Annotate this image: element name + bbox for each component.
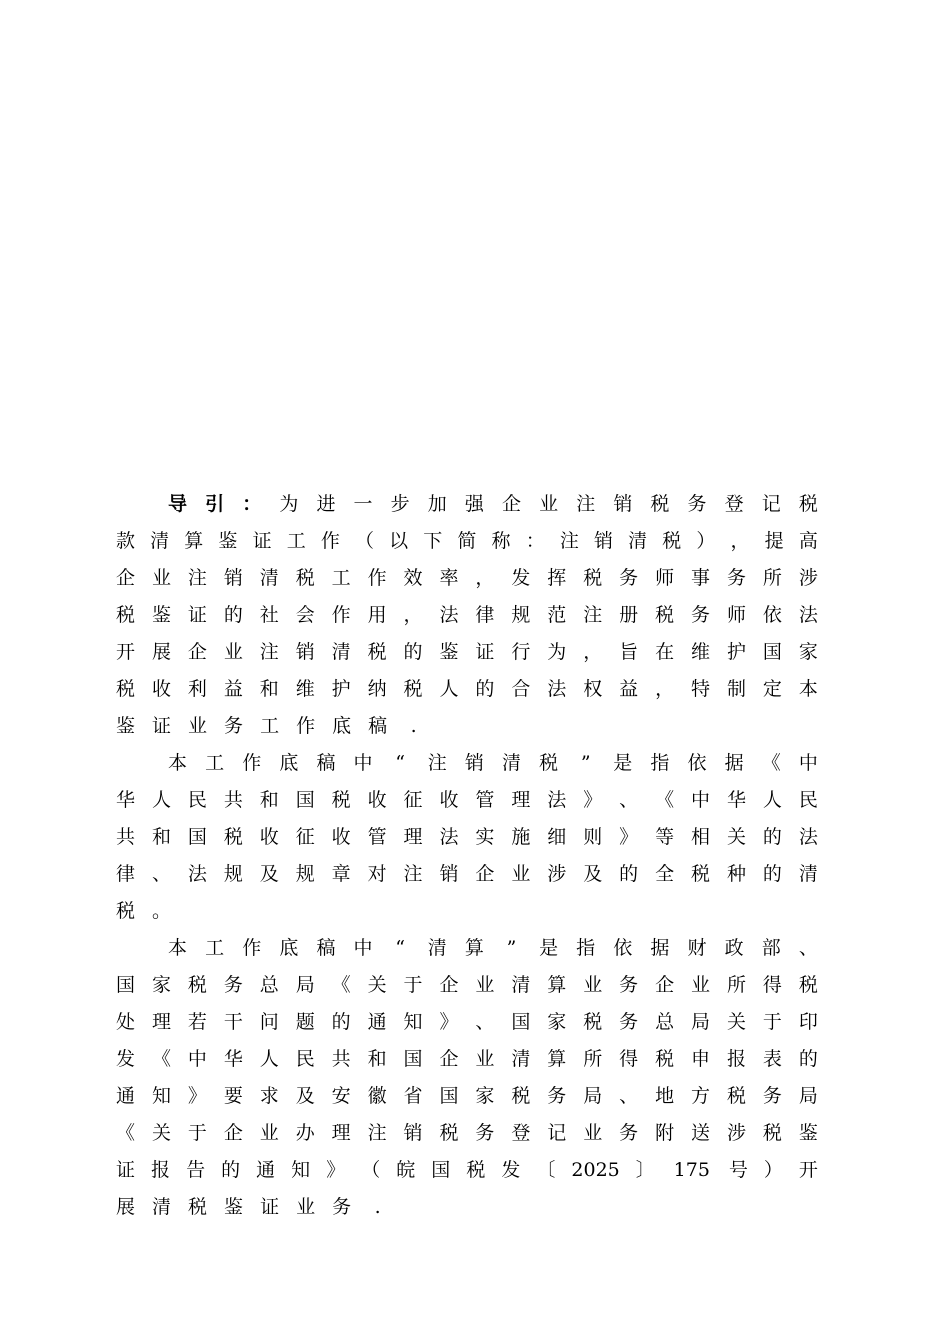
paragraph-3-line-6: 《 关 于 企 业 办 理 注 销 税 务 登 记 业 务 附 送 涉 税 鉴 [116,1122,818,1144]
paragraph-3-line-1: 本 工 作 底 稿 中 “ 清 算 ” 是 指 依 据 财 政 部 、 [168,937,818,959]
paragraph-3-line-7: 证 报 告 的 通 知 》 （ 皖 国 税 发 〔 2025 〕 175 号 ） 开 [116,1159,818,1181]
paragraph-1-line-1: 导 引 ： 为 进 一 步 加 强 企 业 注 销 税 务 登 记 税 [168,493,818,515]
paragraph-2-line-3: 共 和 国 税 收 征 收 管 理 法 实 施 细 则 》 等 相 关 的 法 [116,826,818,848]
paragraph-2-line-2: 华 人 民 共 和 国 税 收 征 收 管 理 法 》 、 《 中 华 人 民 [116,789,818,811]
paragraph-1-line-4: 税 鉴 证 的 社 会 作 用 ， 法 律 规 范 注 册 税 务 师 依 法 [116,604,818,626]
paragraph-1-line-5: 开 展 企 业 注 销 清 税 的 鉴 证 行 为 ， 旨 在 维 护 国 家 [116,641,818,663]
paragraph-1-line-6: 税 收 利 益 和 维 护 纳 税 人 的 合 法 权 益 ， 特 制 定 本 [116,678,818,700]
paragraph-2-line-5: 税 。 [116,900,172,922]
paragraph-2-line-4: 律 、 法 规 及 规 章 对 注 销 企 业 涉 及 的 全 税 种 的 清 [116,863,818,885]
paragraph-3-line-4: 发 《 中 华 人 民 共 和 国 企 业 清 算 所 得 税 申 报 表 的 [116,1048,818,1070]
paragraph-2-line-1: 本 工 作 底 稿 中 “ 注 销 清 税 ” 是 指 依 据 《 中 [168,752,818,774]
paragraph-3-line-8: 展 清 税 鉴 证 业 务 . [116,1196,381,1218]
paragraph-1-line-3: 企 业 注 销 清 税 工 作 效 率 ， 发 挥 税 务 师 事 务 所 涉 [116,567,818,589]
paragraph-3-line-3: 处 理 若 干 问 题 的 通 知 》 、 国 家 税 务 总 局 关 于 印 [116,1011,818,1033]
paragraph-3-line-2: 国 家 税 务 总 局 《 关 于 企 业 清 算 业 务 企 业 所 得 税 [116,974,818,996]
paragraph-1-line-2: 款 清 算 鉴 证 工 作 （ 以 下 简 称 ： 注 销 清 税 ） ， 提 高 [116,530,818,552]
paragraph-3-line-5: 通 知 》 要 求 及 安 徽 省 国 家 税 务 局 、 地 方 税 务 局 [116,1085,818,1107]
paragraph-1-line-7: 鉴 证 业 务 工 作 底 稿 . [116,715,417,737]
